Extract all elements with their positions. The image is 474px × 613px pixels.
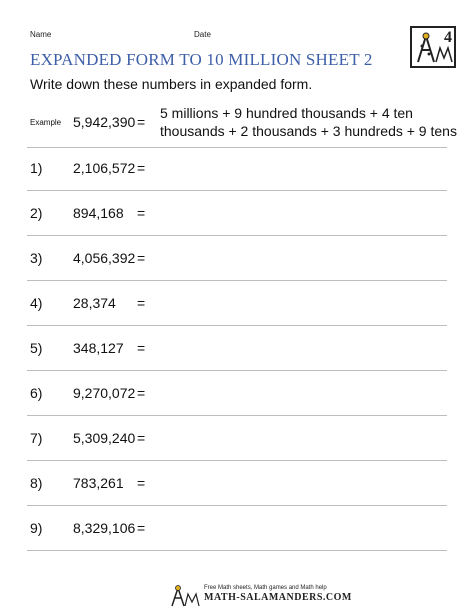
instructions: Write down these numbers in expanded form. [30, 76, 313, 92]
divider [27, 147, 447, 148]
divider [27, 370, 447, 371]
question-index: 6) [30, 385, 43, 401]
math-salamanders-logo [410, 26, 456, 68]
question-index: 5) [30, 340, 43, 356]
question-number: 894,168 [73, 205, 124, 221]
question-row [0, 475, 474, 499]
question-index: 8) [30, 475, 43, 491]
question-number: 5,309,240 [73, 430, 136, 446]
question-index: 2) [30, 205, 43, 221]
question-equals: = [137, 205, 146, 221]
question-index: 4) [30, 295, 43, 311]
question-row [0, 430, 474, 454]
divider [27, 280, 447, 281]
divider [27, 190, 447, 191]
example-answer-line2: thousands + 2 thousands + 3 hundreds + 9 tens [160, 123, 457, 139]
question-equals: = [137, 340, 146, 356]
question-equals: = [137, 295, 146, 311]
example-number: 5,942,390 [73, 114, 136, 130]
divider [27, 460, 447, 461]
question-number: 9,270,072 [73, 385, 136, 401]
worksheet-title: EXPANDED FORM TO 10 MILLION SHEET 2 [30, 50, 373, 69]
question-equals: = [137, 520, 146, 536]
example-answer [160, 104, 460, 140]
divider [27, 550, 447, 551]
footer-logo [168, 582, 352, 608]
divider [27, 235, 447, 236]
question-equals: = [137, 475, 146, 491]
question-equals: = [137, 250, 146, 266]
divider [27, 325, 447, 326]
example-label: Example [30, 118, 62, 127]
divider [27, 505, 447, 506]
question-number: 348,127 [73, 340, 124, 356]
footer-tagline: Free Math sheets, Math games and Math help [204, 585, 327, 591]
question-row [0, 385, 474, 409]
question-row [0, 520, 474, 544]
question-equals: = [137, 385, 146, 401]
footer-site: MATH-SALAMANDERS.COM [204, 592, 352, 603]
question-equals: = [137, 160, 146, 176]
question-row [0, 340, 474, 364]
question-number: 783,261 [73, 475, 124, 491]
question-row [0, 250, 474, 274]
question-index: 7) [30, 430, 43, 446]
question-number: 28,374 [73, 295, 116, 311]
question-number: 4,056,392 [73, 250, 136, 266]
grade-badge: 4 [444, 29, 452, 46]
question-equals: = [137, 430, 146, 446]
question-number: 2,106,572 [73, 160, 136, 176]
question-row [0, 160, 474, 184]
question-index: 9) [30, 520, 43, 536]
name-label: Name [30, 30, 52, 39]
example-equals: = [137, 114, 146, 130]
salamander-icon [168, 582, 202, 608]
date-label: Date [194, 30, 211, 39]
example-answer-line1: 5 millions + 9 hundred thousands + 4 ten [160, 105, 413, 121]
question-index: 3) [30, 250, 43, 266]
question-row [0, 205, 474, 229]
question-index: 1) [30, 160, 43, 176]
question-number: 8,329,106 [73, 520, 136, 536]
question-row [0, 295, 474, 319]
divider [27, 415, 447, 416]
